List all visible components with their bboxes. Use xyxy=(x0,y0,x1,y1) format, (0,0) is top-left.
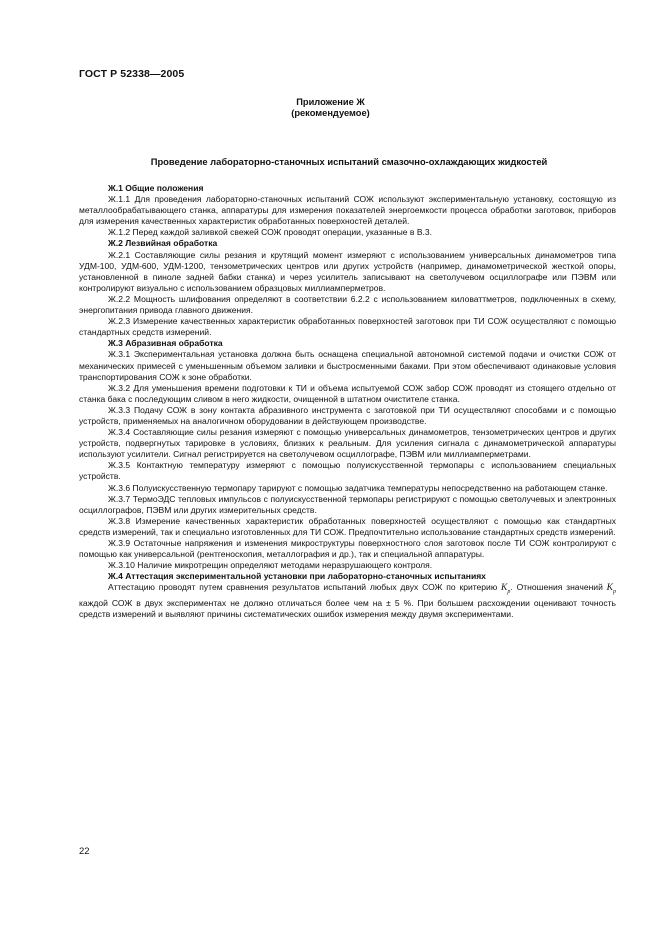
paragraph: Ж.3.5 Контактную температуру измеряют с помощью полуискусственной термопары с использованием специальных устройств. xyxy=(79,460,616,482)
paragraph: Ж.1.2 Перед каждой заливкой свежей СОЖ проводят операции, указанные в В.3. xyxy=(108,227,433,238)
paragraph: Ж.3.1 Экспериментальная установка должна быть оснащена специальной автономной системой подачи и очистки СОЖ от механических примесей с уменьшенным объемом заливки и быстросменными баками. При этом обеспечивают одинаковые условия транспортирования СОЖ к зоне обработки. xyxy=(79,349,616,382)
appendix-status: (рекомендуемое) xyxy=(291,108,370,118)
section-heading: Ж.1 Общие положения xyxy=(108,183,204,193)
paragraph-text: каждой СОЖ в двух экспериментах не должно отличаться более чем на ± 5 %. При большем расхождении оценивают точность средств измерений и выявляют причины систематических ошибок измерения между двумя экспериментами. xyxy=(79,598,616,620)
appendix-title: Приложение Ж xyxy=(296,97,365,107)
page-number: 22 xyxy=(79,846,90,857)
paragraph: Ж.3.10 Наличие микротрещин определяют методами неразрушающего контроля. xyxy=(108,560,433,571)
section-heading: Ж.2 Лезвийная обработка xyxy=(108,238,218,249)
paragraph-text: . Отношения значений xyxy=(510,582,603,593)
paragraph: Ж.1.1 Для проведения лабораторно-станочных испытаний СОЖ используют экспериментальную установку, состоящую из металлообрабатывающего станка, аппаратуры для измерения показателей энергоемкости процесса обработки заготовок, приборов для измерения качественных характеристик обработанных поверхностей деталей. xyxy=(79,194,616,227)
document-code: ГОСТ Р 52338—2005 xyxy=(79,68,185,80)
section-heading: Ж.4 Аттестация экспериментальной установки при лабораторно-станочных испытаниях xyxy=(108,571,486,582)
k-symbol: $K_р$ xyxy=(606,583,616,596)
paragraph: Ж.2.3 Измерение качественных характеристик обработанных поверхностей заготовок при ТИ СОЖ осуществляют с помощью стандартных средств измерений. xyxy=(79,316,616,338)
k-symbol: $K_р$ xyxy=(501,583,511,596)
paragraph: Ж.3.9 Остаточные напряжения и изменения микроструктуры поверхностного слоя заготовок после ТИ СОЖ контролируют с помощью как универсальной (рентгеноскопия, металлография и др.), так и специальной аппаратуры. xyxy=(79,538,616,560)
paragraph: Ж.3.6 Полуискусственную термопару тарируют с помощью задатчика температуры непосредственно на работающем станке. xyxy=(108,482,608,493)
paragraph: Ж.2.1 Составляющие силы резания и крутящий момент измеряют с использованием универсальных динамометров типа УДМ-100, УДМ-600, УДМ-1200, тензометрических центров или других устройств (например, динамометрической жесткой опоры, установленной в пиноле задней бабки станка) и через усилитель записывают на светолучевом осциллографе или ПЭВМ или контролируют визуально с использованием образцовых миллиамперметров. xyxy=(79,249,616,293)
paragraph: Ж.3.4 Составляющие силы резания измеряют с помощью универсальных динамометров, тензометрических центров и других устройств, подвергнутых тарировке в условиях, близких к реальным. Для усиления сигнала с динамометрической аппаратуры используют усилители. Сигнал регистрируется на светолучевом осциллографе, ПЭВМ или миллиамперметрами. xyxy=(79,427,616,460)
paragraph: Ж.3.3 Подачу СОЖ в зону контакта абразивного инструмента с заготовкой при ТИ осуществляют способами и с помощью устройств, применяемых на аналогичном оборудовании в действующем производстве. xyxy=(79,404,616,426)
section-heading: Ж.3 Абразивная обработка xyxy=(108,338,223,349)
paragraph: Ж.3.2 Для уменьшения времени подготовки к ТИ и объема испытуемой СОЖ забор СОЖ проводят из стоящего отдельно от станка бака с последующим сливом в него жидкости, очищенной в штатном очистителе станка. xyxy=(79,382,616,404)
paragraph: Ж.3.8 Измерение качественных характеристик обработанных поверхностей осуществляют с помощью как стандартных средств измерений, так и специально изготовленных для ТИ СОЖ. Предпочтительно использование стандартных средств измерений. xyxy=(79,515,616,537)
document-body xyxy=(79,183,616,621)
paragraph: Ж.2.2 Мощность шлифования определяют в соответствии 6.2.2 с использованием киловаттметров, подключенных в схему, энергопитания привода главного движения. xyxy=(79,293,616,316)
paragraph xyxy=(79,582,616,620)
paragraph-text: Аттестацию проводят путем сравнения результатов испытаний любых двух СОЖ по критерию xyxy=(108,582,498,593)
document-title: Проведение лабораторно-станочных испытаний смазочно-охлаждающих жидкостей xyxy=(150,156,548,167)
paragraph: Ж.3.7 ТермоЭДС тепловых импульсов с полуискусственной термопары регистрируют с помощью светолучевых и электронных осциллографов, ПЭВМ или других измерительных средств. xyxy=(79,493,616,515)
